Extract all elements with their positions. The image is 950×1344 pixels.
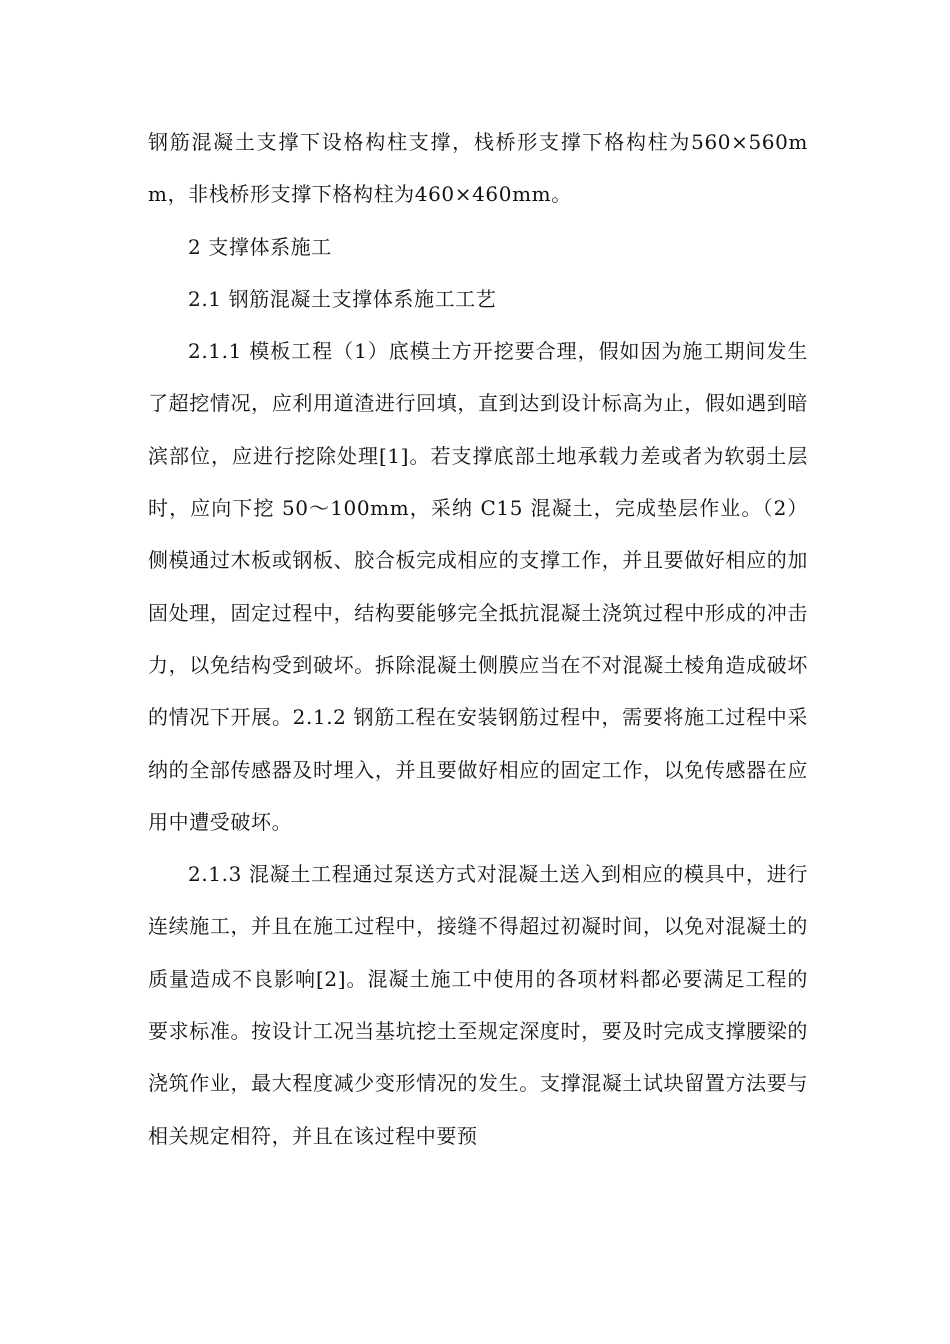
body-text [148,116,808,1162]
paragraph-formwork-and-rebar: 2.1.1 模板工程（1）底模土方开挖要合理，假如因为施工期间发生了超挖情况，应利用道渣进行回填，直到达到设计标高为止，假如遇到暗滨部位，应进行挖除处理[1]。若支撑底部土地承载力差或者为软弱土层时，应向下挖 50～100mm，采纳 C15 混凝土，完成垫层作业。（2）侧模通过木板或钢板、胶合板完成相应的支撑工作，并且要做好相应的加固处理，固定过程中，结构要能够完全抵抗混凝土浇筑过程中形成的冲击力，以免结构受到破坏。拆除混凝土侧膜应当在不对混凝土棱角造成破坏的情况下开展。2.1.2 钢筋工程在安装钢筋过程中，需要将施工过程中采纳的全部传感器及时埋入，并且要做好相应的固定工作，以免传感器在应用中遭受破坏。 [148,339,808,834]
section-heading-2-1: 2.1 钢筋混凝土支撑体系施工工艺 [188,286,497,311]
paragraph-continuation: 钢筋混凝土支撑下设格构柱支撑，栈桥形支撑下格构柱为560×560mm，非栈桥形支撑下格构柱为460×460mm。 [148,130,808,207]
section-heading-2: 2 支撑体系施工 [188,234,332,259]
paragraph-concrete-works: 2.1.3 混凝土工程通过泵送方式对混凝土送入到相应的模具中，进行连续施工，并且在施工过程中，接缝不得超过初凝时间，以免对混凝土的质量造成不良影响[2]。混凝土施工中使用的各项材料都必要满足工程的要求标准。按设计工况当基坑挖土至规定深度时，要及时完成支撑腰梁的浇筑作业，最大程度减少变形情况的发生。支撑混凝土试块留置方法要与相关规定相符，并且在该过程中要预 [148,862,808,1148]
